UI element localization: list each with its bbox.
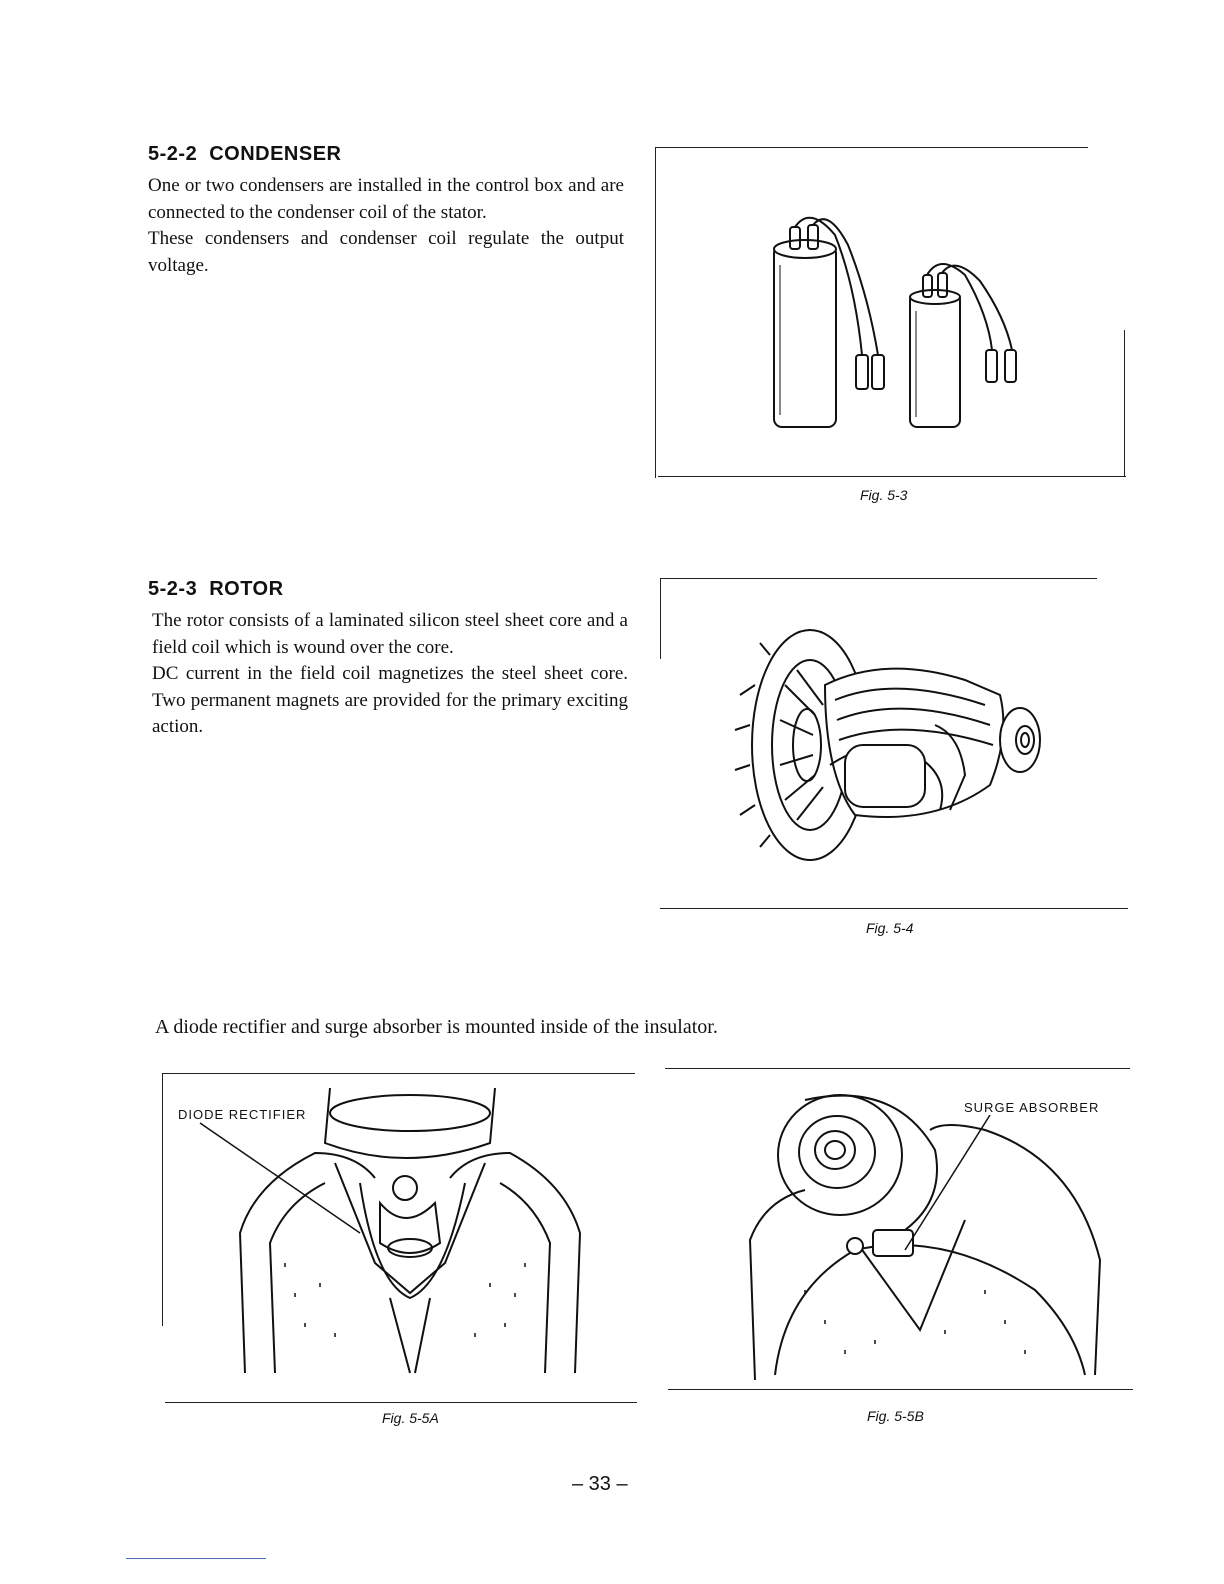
rotor-heading [148,578,284,601]
diode-rectifier-illustration [225,1083,595,1383]
fig-5-5b-bottom-rule [668,1389,1133,1390]
rotor-paragraph-2: DC current in the field coil magnetizes the steel sheet core. Two permanent magnets are provided for the primary exciting action. [152,663,628,737]
condenser-section-number: 5-2-2 [148,143,198,165]
page-number: – 33 – [572,1473,628,1495]
diode-rectifier-note: A diode rectifier and surge absorber is mounted inside of the insulator. [155,1016,718,1038]
fig-5-4-caption: Fig. 5-4 [866,920,914,936]
condenser-illustration [740,205,1070,435]
fig-5-3-right-rule [1124,330,1125,476]
rotor-illustration [735,625,1045,860]
condenser-paragraph-1: One or two condensers are installed in the control box and are connected to the condenser coil of the stator. [148,175,624,223]
fig-5-4-bottom-rule [660,908,1128,909]
fig-5-5b-caption: Fig. 5-5B [867,1408,924,1424]
rotor-section-title: ROTOR [209,578,284,600]
condenser-section-title: CONDENSER [209,143,342,165]
rotor-section-number: 5-2-3 [148,578,198,600]
rotor-description [152,608,628,741]
condenser-paragraph-2: These condensers and condenser coil regulate the output voltage. [148,228,624,276]
condenser-heading [148,143,342,166]
fig-5-3-caption: Fig. 5-3 [860,487,908,503]
fig-5-3-bottom-rule [658,476,1126,477]
surge-absorber-illustration [745,1090,1105,1385]
fig-5-5a-bottom-rule [165,1402,637,1403]
rotor-paragraph-1: The rotor consists of a laminated silicon steel sheet core and a field coil which is wound over the core. [152,610,628,658]
condenser-description [148,173,624,279]
fig-5-5b-top-rule [665,1068,1130,1069]
fig-5-5a-caption: Fig. 5-5A [382,1410,439,1426]
surge-absorber-label: SURGE ABSORBER [964,1100,1100,1115]
diode-rectifier-label: DIODE RECTIFIER [178,1107,307,1122]
footnote-rule [126,1558,266,1559]
